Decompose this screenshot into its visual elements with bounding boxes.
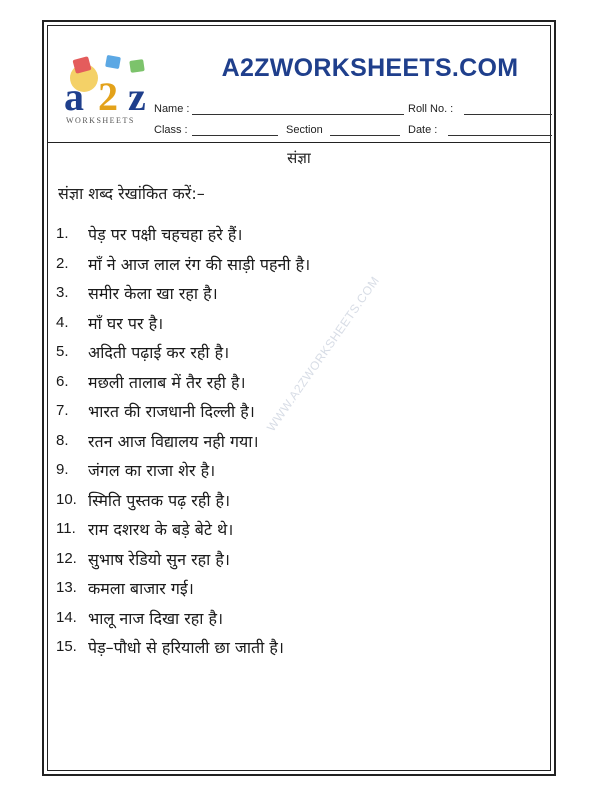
roll-no-label: Roll No. : bbox=[408, 103, 454, 115]
question-number: 8. bbox=[56, 431, 69, 449]
question-number: 13. bbox=[56, 579, 77, 596]
question-text: राम दशरथ के बड़े बेटे थे। bbox=[88, 520, 234, 539]
question-text: समीर केला खा रहा है। bbox=[88, 284, 218, 303]
question-text: अदिती पढ़ाई कर रही है। bbox=[88, 343, 230, 362]
question-number: 7. bbox=[56, 402, 69, 419]
site-title: A2ZWORKSHEETS.COM bbox=[221, 54, 519, 82]
instruction-text: संज्ञा शब्द रेखांकित करें:– bbox=[58, 184, 205, 203]
question-number: 11. bbox=[56, 520, 76, 537]
svg-text:z: z bbox=[128, 74, 146, 119]
question-text: मछली तालाब में तैर रही है। bbox=[88, 372, 246, 392]
question-text: जंगल का राजा शेर है। bbox=[88, 461, 216, 480]
svg-text:2: 2 bbox=[98, 74, 118, 119]
roll-no-field-line[interactable] bbox=[464, 114, 552, 115]
name-field-line[interactable] bbox=[192, 114, 404, 115]
question-number: 12. bbox=[56, 549, 77, 567]
question-text: पेड़–पौधो से हरियाली छा जाती है। bbox=[88, 638, 284, 657]
question-text: कमला बाजार गई। bbox=[88, 579, 194, 598]
question-number: 4. bbox=[56, 313, 69, 331]
question-text: भालू नाज दिखा रहा है। bbox=[88, 608, 224, 628]
question-text: माँ घर पर है। bbox=[88, 313, 164, 333]
question-text: स्मिति पुस्तक पढ़ रही है। bbox=[88, 490, 231, 510]
question-number: 9. bbox=[56, 461, 69, 478]
question-number: 2. bbox=[56, 254, 69, 272]
name-label: Name : bbox=[154, 103, 190, 115]
watermark-text: WWW.A2ZWORKSHEETS.COM bbox=[264, 273, 383, 435]
topic-title: संज्ञा bbox=[287, 149, 311, 167]
class-label: Class : bbox=[154, 124, 188, 136]
question-text: माँ ने आज लाल रंग की साड़ी पहनी है। bbox=[88, 254, 311, 274]
question-text: पेड़ पर पक्षी चहचहा हरे हैं। bbox=[88, 225, 243, 244]
svg-text:WORKSHEETS: WORKSHEETS bbox=[66, 116, 135, 125]
question-text: रतन आज विद्यालय नही गया। bbox=[88, 431, 259, 451]
section-label: Section bbox=[286, 124, 323, 136]
question-number: 15. bbox=[56, 638, 77, 655]
question-number: 6. bbox=[56, 372, 69, 390]
question-number: 10. bbox=[56, 490, 77, 508]
question-number: 14. bbox=[56, 608, 77, 626]
date-field-line[interactable] bbox=[448, 135, 552, 136]
question-number: 1. bbox=[56, 225, 69, 242]
question-text: भारत की राजधानी दिल्ली है। bbox=[88, 402, 255, 421]
worksheet-inner-border bbox=[47, 25, 551, 771]
worksheet-border bbox=[42, 20, 556, 776]
date-label: Date : bbox=[408, 124, 438, 136]
section-field-line[interactable] bbox=[330, 135, 400, 136]
class-field-line[interactable] bbox=[192, 135, 278, 136]
svg-text:a: a bbox=[64, 74, 84, 119]
question-number: 5. bbox=[56, 343, 69, 360]
question-text: सुभाष रेडियो सुन रहा है। bbox=[88, 549, 230, 569]
worksheet-header bbox=[48, 26, 550, 143]
question-number: 3. bbox=[56, 284, 69, 301]
